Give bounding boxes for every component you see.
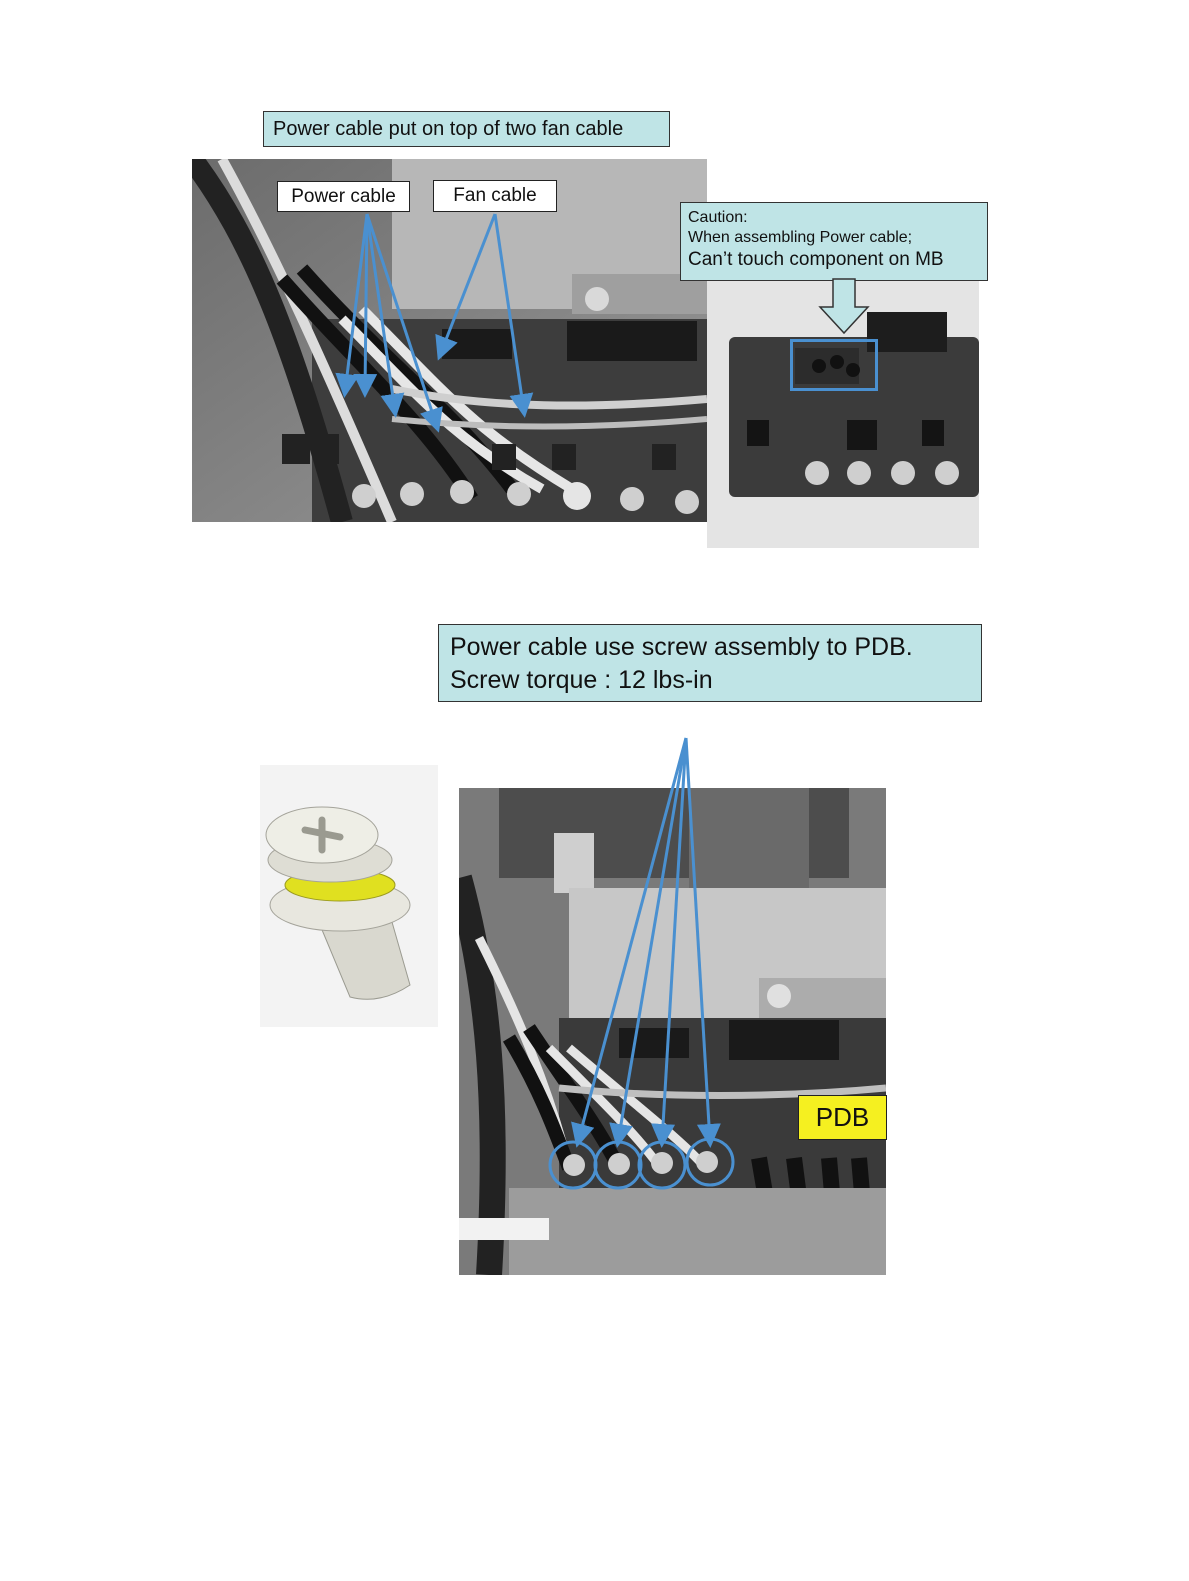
section1-title-callout xyxy=(263,111,670,147)
caution-line1: When assembling Power cable; xyxy=(688,229,913,246)
pdb-label: PDB xyxy=(798,1095,887,1140)
fan-cable-label: Fan cable xyxy=(433,180,557,212)
section2-title-callout xyxy=(438,624,982,702)
screw-image xyxy=(260,765,438,1027)
motherboard-photo xyxy=(707,280,979,548)
caution-callout xyxy=(680,202,988,281)
pdb-photo xyxy=(459,788,886,1275)
section1-title: Power cable put on top of two fan cable xyxy=(273,118,624,140)
caution-title: Caution: xyxy=(688,209,748,226)
caution-line2: Can’t touch component on MB xyxy=(688,249,944,270)
cabling-photo xyxy=(192,159,707,522)
section2-title-line2: Screw torque : 12 lbs-in xyxy=(450,666,713,694)
section2-title-line1: Power cable use screw assembly to PDB. xyxy=(450,633,913,661)
power-cable-label: Power cable xyxy=(277,181,410,212)
component-highlight-box xyxy=(790,339,878,391)
